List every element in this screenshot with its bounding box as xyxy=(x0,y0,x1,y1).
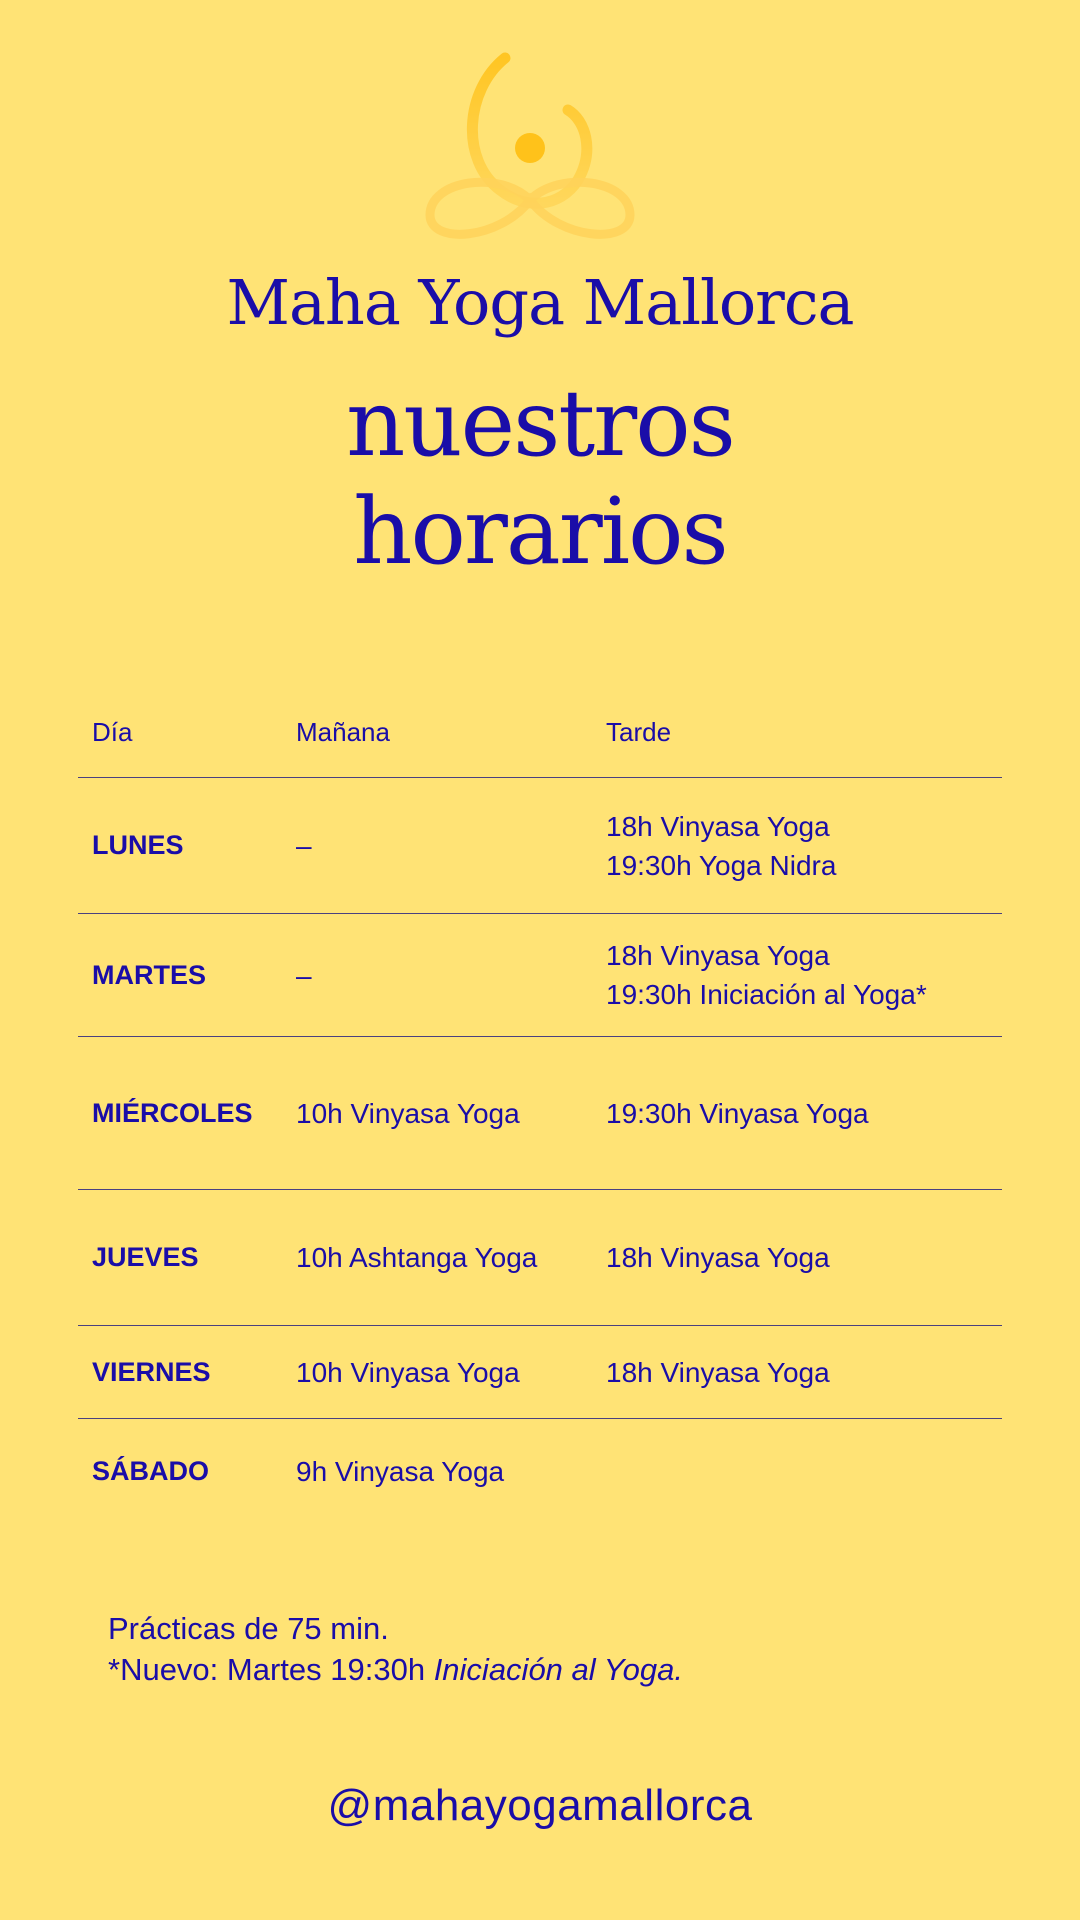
day-label: VIERNES xyxy=(92,1356,211,1387)
header-afternoon: Tarde xyxy=(606,717,672,747)
header-day: Día xyxy=(92,717,133,747)
morning-class: – xyxy=(296,830,312,861)
page-title-line-1: nuestros xyxy=(346,370,734,477)
brand-title: Maha Yoga Mallorca xyxy=(226,266,854,339)
afternoon-classes xyxy=(606,936,1002,1014)
afternoon-class: 18h Vinyasa Yoga xyxy=(606,1242,830,1273)
morning-class: – xyxy=(296,959,312,991)
duration-note: Prácticas de 75 min. xyxy=(108,1611,389,1646)
afternoon-class: 19:30h Yoga Nidra xyxy=(606,849,837,881)
morning-class: 9h Vinyasa Yoga xyxy=(296,1455,505,1487)
new-class-note-name: Iniciación al Yoga. xyxy=(433,1652,684,1687)
afternoon-class: 19:30h Vinyasa Yoga xyxy=(606,1097,869,1129)
table-row xyxy=(78,778,1002,914)
page-title-line-2: horarios xyxy=(353,478,727,585)
new-class-note-prefix: *Nuevo: Martes 19:30h xyxy=(108,1652,434,1687)
morning-class: 10h Ashtanga Yoga xyxy=(296,1242,538,1273)
table-row xyxy=(78,1190,1002,1326)
afternoon-class: 19:30h Iniciación al Yoga* xyxy=(606,979,927,1010)
social-handle: @mahayogamallorca xyxy=(327,1781,753,1830)
day-label: JUEVES xyxy=(92,1242,199,1272)
meditating-figure-logo xyxy=(410,50,670,250)
day-label: MARTES xyxy=(92,959,206,990)
afternoon-class: 18h Vinyasa Yoga xyxy=(606,810,830,842)
afternoon-class: 18h Vinyasa Yoga xyxy=(606,1356,830,1388)
afternoon-classes xyxy=(606,807,1002,885)
table-header-row xyxy=(78,688,1002,778)
table-row xyxy=(78,1326,1002,1419)
day-label: LUNES xyxy=(92,830,184,860)
morning-class: 10h Vinyasa Yoga xyxy=(296,1356,520,1388)
table-row xyxy=(78,914,1002,1037)
new-class-note xyxy=(108,1649,683,1690)
afternoon-class: 18h Vinyasa Yoga xyxy=(606,940,830,971)
schedule-table xyxy=(78,688,1002,1523)
header-morning: Mañana xyxy=(296,717,390,747)
day-label: SÁBADO xyxy=(92,1455,210,1486)
table-row xyxy=(78,1037,1002,1190)
day-label: MIÉRCOLES xyxy=(92,1097,253,1128)
morning-class: 10h Vinyasa Yoga xyxy=(296,1097,520,1129)
table-row xyxy=(78,1419,1002,1523)
page-title xyxy=(0,370,1080,586)
schedule-notes xyxy=(108,1608,683,1690)
